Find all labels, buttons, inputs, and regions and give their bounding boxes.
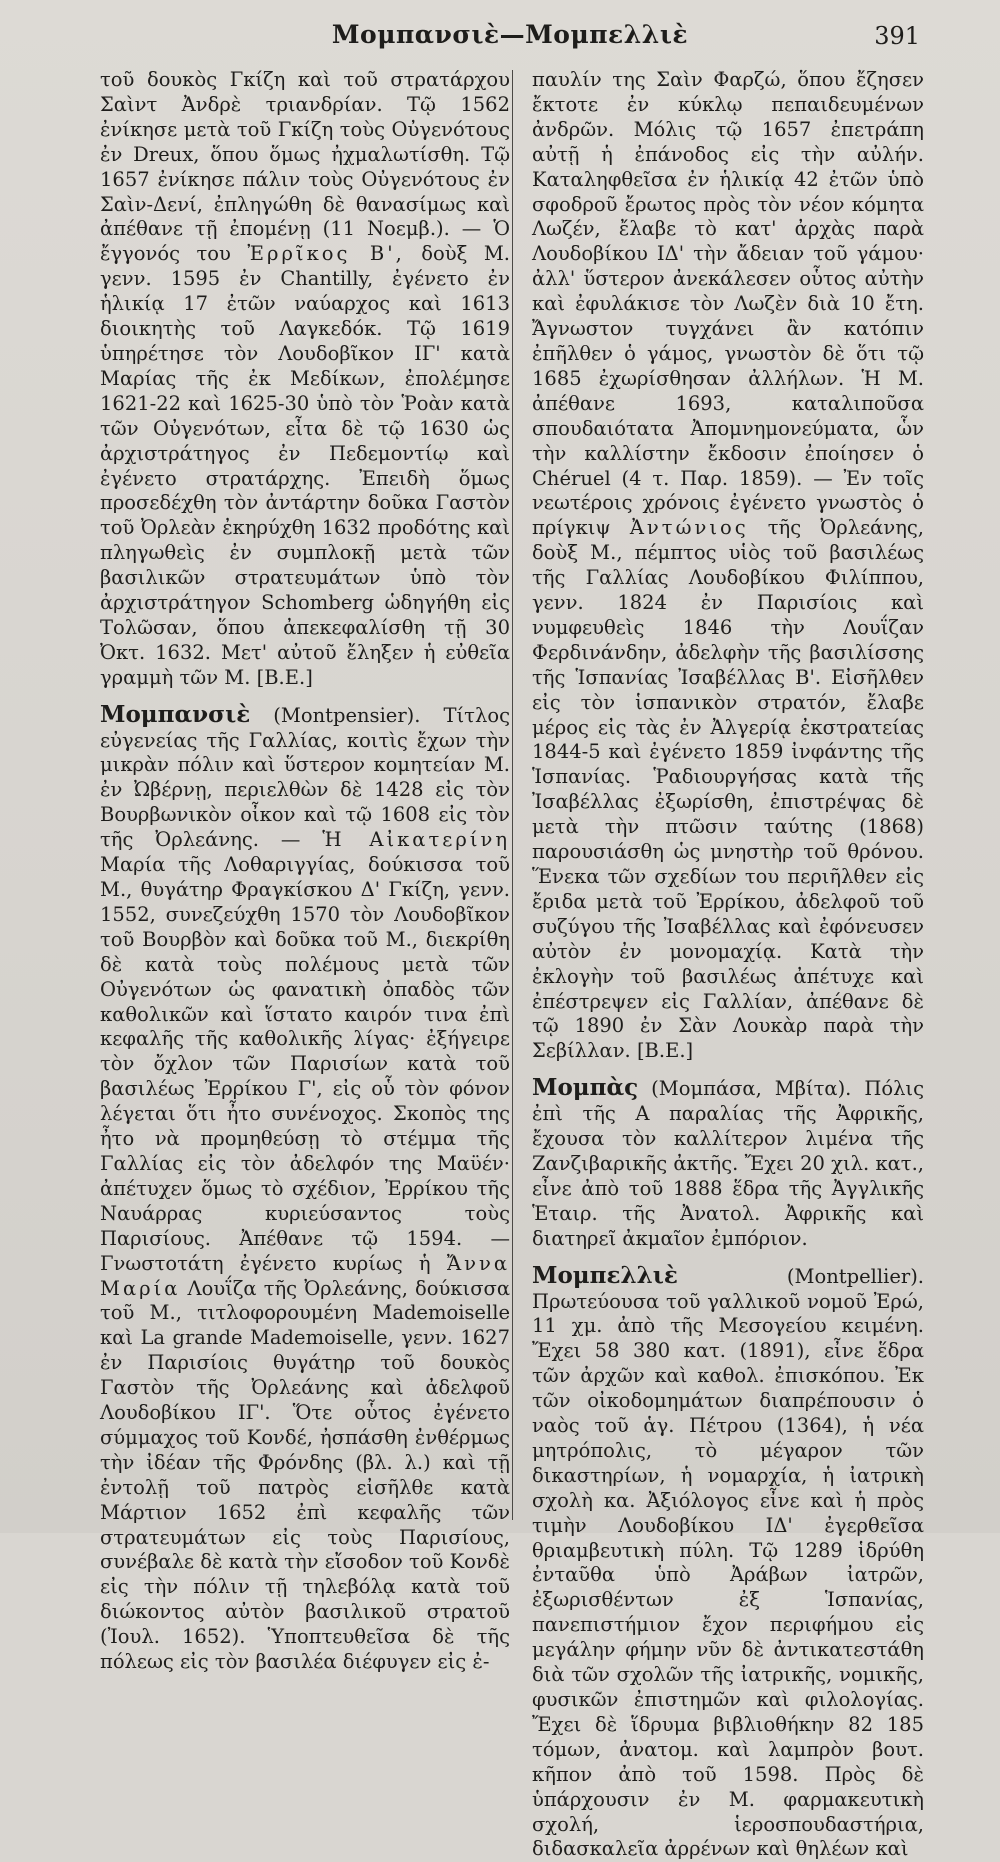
headword: Μομπὰς: [532, 1074, 639, 1102]
left-column: [100, 68, 510, 1675]
person-name: Ἄννα Μαρία: [100, 1251, 510, 1300]
entry-text: Λουΐζα τῆς Ὀρλεάνης, δούκισσα τοῦ Μ., τιτλοφορουμένη Mademoiselle καὶ La grande Mademoiselle, γενν. 1627 ἐν Παρισίοις θυγάτηρ τοῦ δουκὸς Γαστὸν τῆς Ὀρλεάνης καὶ ἀδελφοῦ Λουδοβίκου ΙΓ'. Ὅτε οὗτος ἐγένετο σύμμαχος τοῦ Κονδέ, ἠσπάσθη ἐνθέρμως τὴν ἰδέαν τῆς Φρόνδης (βλ. λ.) καὶ τῇ ἐντολῇ τοῦ πατρὸς εἰσῆλθε κατὰ Μάρτιον 1652 ἐπὶ κεφαλῆς τῶν στρατευμάτων εἰς τοὺς Παρισίους, συνέβαλε δὲ κατὰ τὴν εἴσοδον τοῦ Κονδὲ εἰς τὴν πόλιν τῇ τηλεβόλᾳ κατὰ τοῦ διώκοντος αὐτὸν βασιλικοῦ στρατοῦ (Ἰουλ. 1652). Ὑποπτευθεῖσα δὲ τῆς πόλεως εἰς τὸν βασιλέα διέφυγεν εἰς ἐ-: [100, 1276, 510, 1674]
page-number: 391: [874, 22, 920, 50]
entry-continuation: [532, 68, 924, 1064]
person-name: Ἡ Αἰκατερίνη: [322, 828, 511, 852]
entry-continuation: [100, 68, 510, 691]
entry-text: τοῦ δουκὸς Γκίζη καὶ τοῦ στρατάρχου Σαὶντ Ἀνδρὲ τριανδρίαν. Τῷ 1562 ἐνίκησε μετὰ τοῦ Γκίζη τοὺς Οὐγενότους ἐν Dreux, ὅπου ὅμως ἠχμαλωτίσθη. Τῷ 1657 ἐνίκησε πάλιν τοὺς Οὐγενότους ἐν Σαὶν-Δενί, ἐπληγώθη δὲ θανασίμως καὶ ἀπέθανε τῇ ἐπομένῃ (11 Νοεμβ.). — Ὁ ἔγγονός του: [100, 68, 510, 266]
headword: Μομπανσιὲ: [100, 700, 251, 728]
entry-text: (Μομπάσα, Μβίτα). Πόλις ἐπὶ τῆς Α παραλίας τῆς Ἀφρικῆς, ἔχουσα τὸν καλλίτερον λιμένα τῆς Ζανζιβαρικῆς ἀκτῆς. Ἔχει 20 χιλ. κατ., εἶνε ἀπὸ τοῦ 1888 ἕδρα τῆς Ἀγγλικῆς Ἑταιρ. τῆς Ἀνατολ. Ἀφρικῆς καὶ διατηρεῖ ἀκμαῖον ἐμπόριον.: [532, 1077, 924, 1250]
entry-text: (Montpellier). Πρωτεύουσα τοῦ γαλλικοῦ νομοῦ Ἐρώ, 11 χμ. ἀπὸ τῆς Μεσογείου κειμένη. Ἔχει 58 380 κατ. (1891), εἶνε ἕδρα τῶν ἀρχῶν καὶ καθολ. ἐπισκόπου. Ἐκ τῶν οἰκοδομημάτων διαπρέπουσιν ὁ ναὸς τοῦ ἁγ. Πέτρου (1364), ἡ νέα μητρόπολις, τὸ μέγαρον τῶν δικαστηρίων, ἡ νομαρχία, ἡ ἰατρικὴ σχολὴ κα. Ἀξιόλογος εἶνε καὶ ἡ πρὸς τιμὴν Λουδοβίκου ΙΔ' ἐγερθεῖσα θριαμβευτικὴ πύλη. Τῷ 1289 ἱδρύθη ἐνταῦθα ὑπὸ Ἀράβων ἰατρῶν, ἐξωρισθέντων ἐξ Ἱσπανίας, πανεπιστήμιον ἔχον περιφήμου εἰς μεγάλην φήμην νῦν δὲ ἀντικατεστάθη διὰ τῶν σχολῶν τῆς ἰατρικῆς, νομικῆς, φυσικῶν ἐπιστημῶν καὶ φιλολογίας. Ἔχει δὲ ἵδρυμα βιβλιοθήκην 82 185 τόμων, ἀνατομ. καὶ λαμπρὸν βουτ. κῆπον ἀπὸ τοῦ 1598. Πρὸς δὲ ὑπάρχουσιν ἐν Μ. φαρμακευτικὴ σχολή, ἱεροσπουδαστήρια, διδασκαλεῖα ἀρρένων καὶ θηλέων καὶ: [532, 1264, 924, 1861]
entry-mombasa: [532, 1076, 924, 1251]
right-column: [532, 68, 924, 1862]
entry-montpensier: [100, 700, 511, 1675]
entry-text: Μαρία τῆς Λοθαριγγίας, δούκισσα τοῦ Μ., θυγάτηρ Φραγκίσκου Δ' Γκίζη, γενν. 1552, συνεζεύχθη 1570 τὸν Λουδοβῖκον τοῦ Βουρβὸν καὶ δοῦκα τοῦ Μ., διεκρίθη δὲ κατὰ τοὺς πολέμους μετὰ τῶν Οὐγενότων ὡς φανατικὴ ὀπαδὸς τῶν καθολικῶν καὶ ἵστατο καιρόν τινα ἐπὶ κεφαλῆς τῆς καθολικῆς λίγας· ἐξήγειρε τὸν ὄχλον τῶν Παρισίων κατὰ τοῦ βασιλέως Ἐρρίκου Γ', εἰς οὗ τὸν φόνον λέγεται ὅτι ἦτο συνένοχος. Σκοπὸς της ἦτο νὰ προμηθεύσῃ τὸ στέμμα τῆς Γαλλίας εἰς τὸν ἀδελφόν της Μαϋέν· ἀπέτυχεν ὅμως τὸ σχέδιον, Ἐρρίκου τῆς Ναυάρρας κυριεύσαντος τοὺς Παρισίους. Ἀπέθανε τῷ 1594. — Γνωστοτάτη ἐγένετο κυρίως ἡ: [100, 853, 510, 1275]
entry-text: δοὺξ Μ. γενν. 1595 ἐν Chantilly, ἐγένετο ἐν ἡλικίᾳ 17 ἐτῶν ναύαρχος καὶ 1613 διοικητὴς τοῦ Λαγκεδόκ. Τῷ 1619 ὑπηρέτησε τὸν Λουδοβῖκον ΙΓ' κατὰ Μαρίας τῆς ἐκ Μεδίκων, ἐπολέμησε 1621-22 καὶ 1625-30 ὑπὸ τὸν Ῥοὰν κατὰ τῶν Οὐγενότων, εἶτα δὲ τῷ 1630 ὡς ἀρχιστράτηγος ἐν Πεδεμοντίῳ καὶ ἐγένετο στρατάρχης. Ἐπειδὴ ὅμως προσεδέχθη τὸν ἀντάρτην δοῦκα Γαστὸν τοῦ Ὀρλεὰν ἐκηρύχθη 1632 προδότης καὶ πληγωθεὶς ἐν συμπλοκῇ μετὰ τῶν βασιλικῶν στρατευμάτων ὑπὸ τὸν ἀρχιστράτηγον Schomberg ὡδηγήθη εἰς Τολῶσαν, ὅπου ἀπεκεφαλίσθη τῇ 30 Ὀκτ. 1632. Μετ' αὐτοῦ ἔληξεν ἡ εὐθεῖα γραμμὴ τῶν Μ. [Β.Ε.]: [100, 242, 510, 689]
column-divider: [512, 70, 513, 1520]
entry-text: (Montpensier). Τίτλος εὐγενείας τῆς Γαλλίας, κοιτὶς ἔχων τὴν μικρὰν πόλιν καὶ ὕστερον κομητείαν Μ. ἐν Ὠβέρνῃ, περιελθὼν δὲ 1428 εἰς τὸν Βουρβωνικὸν οἶκον καὶ τῷ 1608 εἰς τὸν τῆς Ὀρλεάνης. —: [100, 703, 510, 852]
person-name: Ἀντώνιος: [629, 516, 749, 540]
running-head: Μομπανσιὲ—Μομπελλιὲ: [331, 20, 689, 49]
headword: Μομπελλιὲ: [532, 1261, 678, 1289]
entry-text: παυλίν της Σαὶν Φαρζώ, ὅπου ἔζησεν ἔκτοτε ἐν κύκλῳ πεπαιδευμένων ἀνδρῶν. Μόλις τῷ 1657 ἐπετράπη αὐτῇ ἡ ἐπάνοδος εἰς τὴν αὐλήν. Καταληφθεῖσα ἐν ἡλικίᾳ 42 ἐτῶν ὑπὸ σφοδροῦ ἔρωτος πρὸς τὸν νέον κόμητα Λωζέν, ἔλαβε τὸ κατ' ἀρχὰς παρὰ Λουδοβίκου ΙΔ' τὴν ἄδειαν τοῦ γάμου· ἀλλ' ὕστερον ἀνεκάλεσεν οὗτος αὐτὴν καὶ ἐφυλάκισε τὸν Λωζὲν διὰ 10 ἔτη. Ἄγνωστον τυγχάνει ἂν κατόπιν ἐπῆλθεν ὁ γάμος, γνωστὸν δὲ ὅτι τῷ 1685 ἐχωρίσθησαν ἀλλήλων. Ἡ Μ. ἀπέθανε 1693, καταλιποῦσα σπουδαιότατα Ἀπομνημονεύματα, ὧν τὴν καλλίστην ἔκδοσιν ἐποίησεν ὁ Chéruel (4 τ. Παρ. 1859). — Ἐν τοῖς νεωτέροις χρόνοις ἐγένετο γνωστὸς ὁ πρίγκιψ: [532, 68, 924, 540]
entry-text: τῆς Ὀρλεάνης, δοὺξ Μ., πέμπτος υἱὸς τοῦ βασιλέως τῆς Γαλλίας Λουδοβίκου Φιλίππου, γενν. 1824 ἐν Παρισίοις καὶ νυμφευθεὶς 1846 τὴν Λουΐζαν Φερδινάνδην, ἀδελφὴν τῆς βασιλίσσης τῆς Ἱσπανίας Ἰσαβέλλας Β'. Εἰσῆλθεν εἰς τὸν ἱσπανικὸν στρατόν, ἔλαβε μέρος εἰς τὰς ἐν Ἀλγερίᾳ ἐκστρατείας 1844-5 καὶ ἐγένετο 1859 ἰνφάντης τῆς Ἱσπανίας. Ῥαδιουργήσας κατὰ τῆς Ἰσαβέλλας ἐξωρίσθη, ἐπιστρέψας δὲ μετὰ τὴν πτῶσιν ταύτης (1868) παρουσιάσθη ὡς μνηστὴρ τοῦ θρόνου. Ἕνεκα τῶν σχεδίων του περιῆλθεν εἰς ἔριδα μετὰ τοῦ Ἐρρίκου, ἀδελφοῦ τοῦ συζύγου τῆς Ἰσαβέλλας καὶ ἐφόνευσεν αὐτὸν ἐν μονομαχίᾳ. Κατὰ τὴν ἐκλογὴν τοῦ βασιλέως ἀπέτυχε καὶ ἐπέστρεψεν εἰς Γαλλίαν, ἀπέθανε δὲ τῷ 1890 ἐν Σὰν Λουκὰρ παρὰ τὴν Σεβίλλαν. [Β.Ε.]: [532, 516, 925, 1063]
entry-montpellier: [532, 1261, 924, 1862]
page-header: [100, 16, 920, 60]
person-name: Ἐρρῖκος Β',: [247, 242, 405, 266]
